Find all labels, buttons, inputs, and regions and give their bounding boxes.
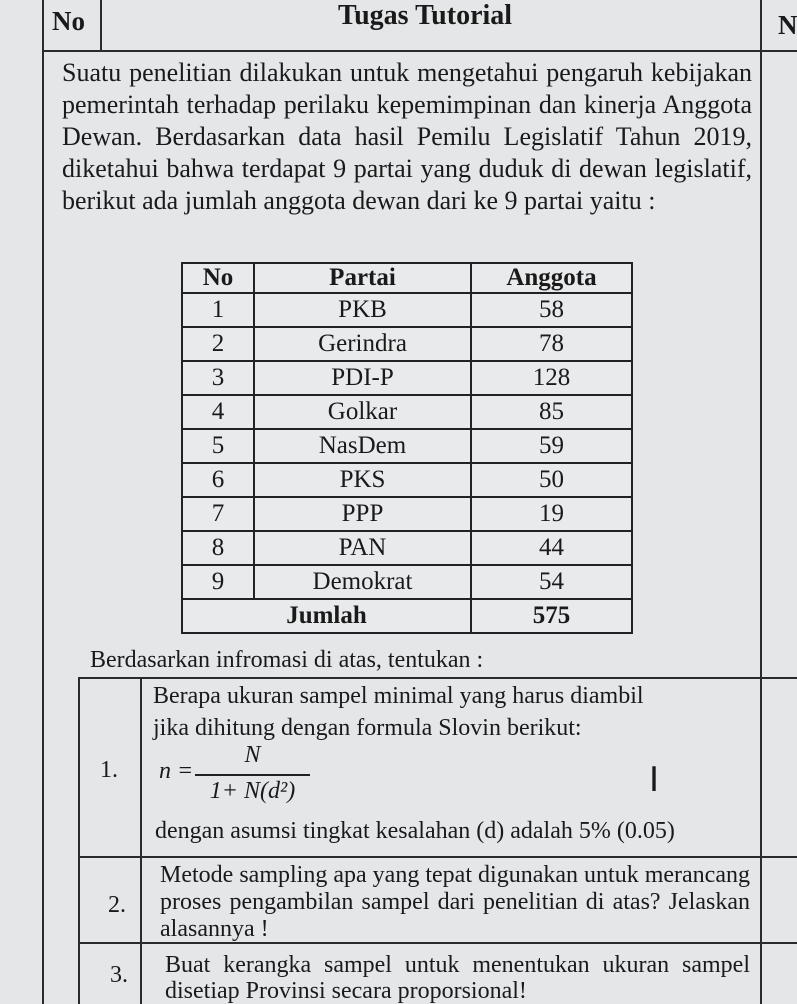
formula-denominator: 1+ N(d²) (209, 778, 296, 804)
table-row (182, 463, 632, 497)
cell-anggota: 58 (471, 293, 632, 327)
fraction-bar (195, 774, 310, 776)
table-row (182, 531, 632, 565)
cell-anggota: 54 (471, 565, 632, 599)
formula-numerator: N (244, 742, 261, 768)
question-3-number: 3. (110, 962, 128, 988)
cell-anggota: 59 (471, 429, 632, 463)
header-no: No (182, 263, 254, 293)
table-row (182, 497, 632, 531)
table-row (182, 565, 632, 599)
total-label: Jumlah (182, 599, 471, 633)
header-no-label: No (52, 6, 85, 36)
cell-no: 6 (182, 463, 254, 497)
table-row (182, 327, 632, 361)
intro-paragraph (62, 57, 752, 217)
cell-no: 8 (182, 531, 254, 565)
cell-anggota: 50 (471, 463, 632, 497)
header-right-label: N (778, 10, 797, 40)
border-right (760, 0, 762, 1004)
cell-partai: PDI-P (254, 361, 471, 395)
question-number-divider (140, 677, 142, 1004)
header-partai: Partai (254, 263, 471, 293)
text-cursor-icon: I (649, 760, 660, 800)
cell-anggota: 78 (471, 327, 632, 361)
question-1-line1: Berapa ukuran sampel minimal yang harus diambil (153, 683, 644, 709)
formula-fraction (195, 742, 310, 805)
formula-lhs: n = (159, 758, 194, 784)
header-divider-left (100, 0, 102, 50)
cell-no: 3 (182, 361, 254, 395)
page-title: Tugas Tutorial (338, 0, 513, 31)
intro-text: Suatu penelitian dilakukan untuk mengetahui pengaruh kebijakan pemerintah terhadap perilaku kepemimpinan dan kinerja Anggota Dewan. Berdasarkan data hasil Pemilu Legislatif Tahun 2019, diketahui bahwa terdapat 9 partai yang duduk di dewan legislatif, berikut ada jumlah anggota dewan dari ke 9 partai yaitu : (62, 58, 752, 215)
cell-partai: PPP (254, 497, 471, 531)
total-value: 575 (471, 599, 632, 633)
cell-no: 1 (182, 293, 254, 327)
question-2-number: 2. (108, 892, 126, 918)
cell-partai: PKS (254, 463, 471, 497)
question-1-text (153, 680, 753, 744)
question-3-text: Buat kerangka sampel untuk menentukan ukuran sampel disetiap Provinsi secara proporsional! (165, 952, 750, 1004)
partai-table (181, 262, 633, 634)
table-row (182, 293, 632, 327)
table-row (182, 429, 632, 463)
cell-partai: Golkar (254, 395, 471, 429)
instruction-text: Berdasarkan infromasi di atas, tentukan : (90, 647, 484, 673)
cell-partai: Demokrat (254, 565, 471, 599)
border-left (42, 0, 44, 1004)
question-1-line2: jika dihitung dengan formula Slovin berikut: (153, 715, 582, 741)
cell-partai: PKB (254, 293, 471, 327)
question-1-assumption: dengan asumsi tingkat kesalahan (d) adalah 5% (0.05) (155, 818, 675, 844)
cell-anggota: 85 (471, 395, 632, 429)
table-header-row (182, 263, 632, 293)
questions-top-line (78, 677, 797, 679)
header-bottom-line (42, 50, 797, 52)
q1-bottom-line (78, 856, 797, 858)
cell-no: 5 (182, 429, 254, 463)
cell-partai: PAN (254, 531, 471, 565)
table-row (182, 361, 632, 395)
cell-no: 2 (182, 327, 254, 361)
cell-anggota: 44 (471, 531, 632, 565)
table-total-row (182, 599, 632, 633)
cell-anggota: 19 (471, 497, 632, 531)
cell-no: 4 (182, 395, 254, 429)
header-anggota: Anggota (471, 263, 632, 293)
cell-anggota: 128 (471, 361, 632, 395)
cell-partai: Gerindra (254, 327, 471, 361)
cell-no: 7 (182, 497, 254, 531)
question-1-number: 1. (100, 757, 118, 783)
q3-left-line (78, 677, 80, 1004)
cell-no: 9 (182, 565, 254, 599)
cell-partai: NasDem (254, 429, 471, 463)
table-row (182, 395, 632, 429)
question-2-text: Metode sampling apa yang tepat digunakan untuk merancang proses pengambilan sampel dari penelitian di atas? Jelaskan alasannya ! (160, 862, 750, 942)
